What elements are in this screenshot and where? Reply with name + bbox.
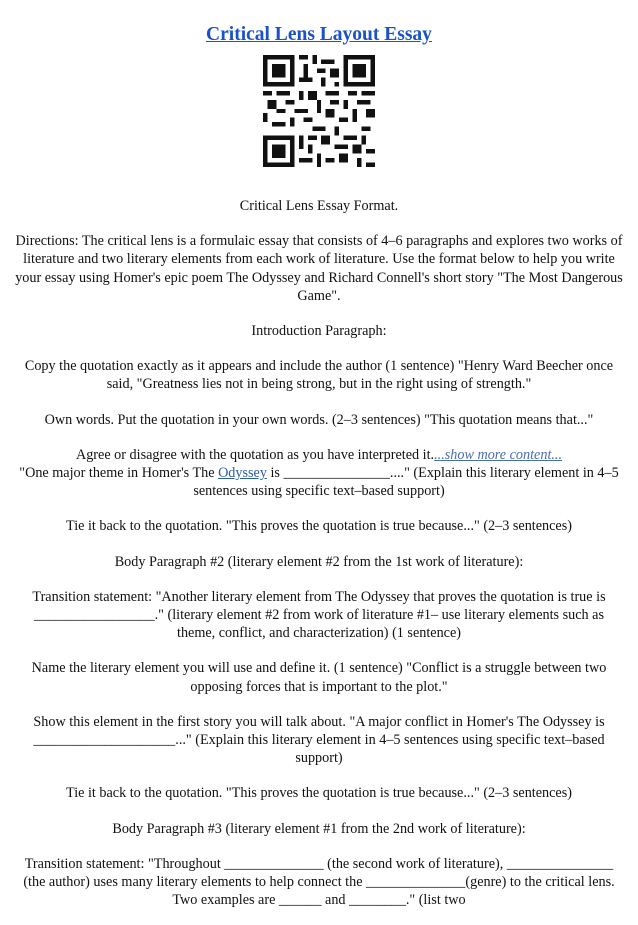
tie-back-paragraph-1: Tie it back to the quotation. "This proves the quotation is true because..." (2–3 sentences) (66, 518, 572, 535)
transition-statement-1: Transition statement: "Another literary element from The Odyssey that proves the quotation is true is _________________." (literary element #2 from work of literature #1– use literary elements such as theme, conflict, and characterization) (1 sentence) (32, 588, 606, 642)
qr-code-image (263, 55, 375, 167)
qr-code-container (0, 55, 638, 167)
transition-statement-2: Transition statement: "Throughout ______________ (the second work of literature), _______________ (the author) uses many literary elements to help connect the ______________(genre) to the critical lens. Two examples are ______ and ________." (list two (23, 855, 615, 909)
directions-paragraph: Directions: The critical lens is a formulaic essay that consists of 4–6 paragraphs and explores two works of literature and two literary elements from each work of literature. Use the format below to help you write your essay using Homer's epic poem The Odyssey and Richard Connell's short story "The Most Dangerous Game". (15, 233, 623, 304)
show-element-paragraph: Show this element in the first story you will talk about. "A major conflict in Homer's The Odyssey is ____________________..." (Explain this literary element in 4–5 sentences using specific text–based support) (33, 713, 605, 767)
name-element-paragraph: Name the literary element you will use and define it. (1 sentence) "Conflict is a struggle between two opposing forces that is important to the plot." (31, 660, 607, 695)
body-paragraph-2-heading: Body Paragraph #2 (literary element #2 from the 1st work of literature): (114, 553, 524, 570)
introduction-heading: Introduction Paragraph: (251, 323, 387, 340)
agree-disagree-text: Agree or disagree with the quotation as you have interpreted it. (75, 446, 435, 463)
tie-back-paragraph-2: Tie it back to the quotation. "This proves the quotation is true because..." (2–3 sentences) (66, 785, 572, 802)
agree-disagree-paragraph (14, 446, 624, 464)
major-theme-text-end: is _______________...." (Explain this literary element in 4–5 sentences using specific text–based support) (193, 465, 619, 500)
format-heading: Critical Lens Essay Format. (239, 198, 399, 214)
major-theme-paragraph (14, 464, 624, 500)
own-words-paragraph: Own words. Put the quotation in your own words. (2–3 sentences) "This quotation means that..." (44, 411, 594, 428)
essay-title[interactable]: Critical Lens Layout Essay (206, 24, 432, 45)
copy-quotation-paragraph: Copy the quotation exactly as it appears and include the author (1 sentence) "Henry Ward Beecher once said, "Greatness lies not in being strong, but in the right using of strength." (24, 358, 614, 393)
odyssey-link[interactable]: Odyssey (218, 465, 267, 482)
show-more-link[interactable]: ...show more content... (434, 446, 563, 463)
major-theme-text-start: "One major theme in Homer's The (19, 465, 219, 482)
body-paragraph-3-heading: Body Paragraph #3 (literary element #1 from the 2nd work of literature): (112, 820, 526, 837)
